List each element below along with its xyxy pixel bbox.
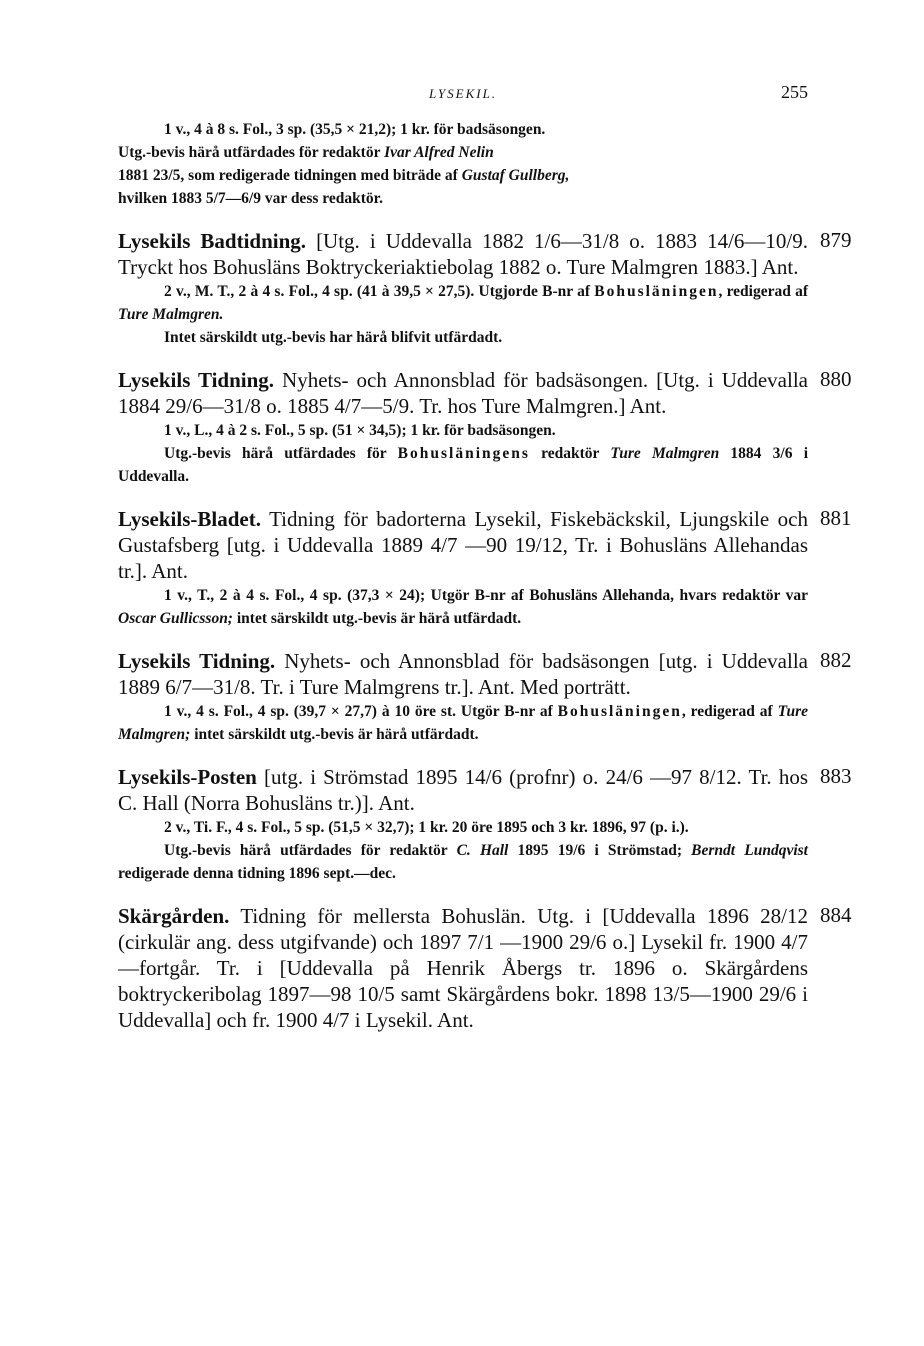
entry-text: [Utg. i Uddevalla 1882 1/6—31/8 o. 1883 14/6—10/9. Tryckt hos Bohusläns Boktryckeriaktiebolag 1882 o. Ture Malmgren 1883.] Ant. — [118, 229, 808, 279]
entry-884 — [118, 903, 852, 1033]
entry-main — [118, 506, 808, 584]
details-text: , redigerad af — [681, 703, 778, 720]
entry-text: Nyhets- och Annonsblad för badsäsongen [utg. i Uddevalla 1889 6/7—31/8. Tr. i Ture Malmgrens tr.]. Ant. Med porträtt. — [118, 649, 808, 699]
page-number: 255 — [781, 82, 808, 102]
entry-title: Lysekils Tidning. — [118, 649, 276, 673]
details-italic: Berndt Lundqvist — [691, 842, 808, 859]
details-text: 1884 3/6 i Uddevalla. — [118, 445, 809, 485]
entry-text: Nyhets- och Annonsblad för badsäsongen. [Utg. i Uddevalla 1884 29/6—31/8 o. 1885 4/7—5/9. Tr. hos Ture Malmgren.] Ant. — [118, 368, 808, 418]
entry-details: 2 v., Ti. F., 4 s. Fol., 5 sp. (51,5 × 32,7); 1 kr. 20 öre 1895 och 3 kr. 1896, 97 (p. i.). — [164, 819, 689, 836]
details-spaced: Bohusläningen — [557, 703, 682, 720]
details-text: 1 v., T., 2 à 4 s. Fol., 4 sp. (37,3 × 24); Utgör B-nr af Bohusläns Allehanda, hvars redaktör var — [164, 587, 808, 604]
intro-line-1: 1 v., 4 à 8 s. Fol., 3 sp. (35,5 × 21,2); 1 kr. för badsäsongen. — [164, 121, 546, 138]
details-text: Utg.-bevis härå utfärdades för — [164, 445, 398, 462]
entry-883 — [118, 764, 852, 885]
intro-line-4: hvilken 1883 5/7—6/9 var dess redaktör. — [118, 190, 383, 207]
details-text: Utg.-bevis härå utfärdades för redaktör — [164, 842, 457, 859]
entry-title: Lysekils-Posten — [118, 765, 257, 789]
running-header — [118, 82, 808, 112]
entry-text: [utg. i Strömstad 1895 14/6 (profnr) o. 24/6 —97 8/12. Tr. hos C. Hall (Norra Bohusläns tr.)]. Ant. — [118, 765, 808, 815]
entry-number: 883 — [820, 764, 852, 788]
entry-number: 884 — [820, 903, 852, 927]
details-text: redigerade denna tidning 1896 sept.—dec. — [118, 865, 396, 882]
entry-number: 880 — [820, 367, 852, 391]
details-spaced: Bohusläningen — [594, 283, 719, 300]
entry-881 — [118, 506, 852, 630]
details-text: 2 v., M. T., 2 à 4 s. Fol., 4 sp. (41 à 39,5 × 27,5). Utgjorde B-nr af — [164, 283, 595, 300]
entry-details — [118, 280, 808, 326]
entry-title: Skärgården. — [118, 904, 230, 928]
intro-line-3 — [118, 164, 808, 187]
details-text: 1 v., 4 s. Fol., 4 sp. (39,7 × 27,7) à 10 öre st. Utgör B-nr af — [164, 703, 558, 720]
entry-main — [118, 228, 808, 280]
entry-number: 879 — [820, 228, 852, 252]
entry-882 — [118, 648, 852, 746]
entry-879 — [118, 228, 852, 349]
entry-title: Lysekils-Bladet. — [118, 507, 261, 531]
entry-details — [118, 584, 808, 630]
details-italic: C. Hall — [456, 842, 509, 859]
entry-number: 882 — [820, 648, 852, 672]
details-spaced: Bohusläningens — [397, 445, 530, 462]
entry-note — [118, 442, 808, 488]
entry-number: 881 — [820, 506, 852, 530]
entry-main — [118, 648, 808, 700]
entry-main — [118, 367, 808, 419]
details-italic: Oscar Gullicsson; — [118, 610, 233, 627]
entry-details — [118, 700, 808, 746]
entry-note: Intet särskildt utg.-bevis har härå blifvit utfärdadt. — [164, 329, 503, 346]
entry-main — [118, 764, 808, 816]
details-text: intet särskildt utg.-bevis är härå utfärdadt. — [232, 610, 522, 627]
intro-text: 1881 23/5, som redigerade tidningen med biträde af — [118, 167, 462, 184]
entry-880 — [118, 367, 852, 488]
editor-name: Gustaf Gullberg, — [461, 167, 570, 184]
intro-block — [118, 118, 808, 210]
details-italic: Ture Malmgren. — [118, 306, 224, 323]
editor-name: Ivar Alfred Nelin — [384, 144, 494, 161]
entry-text: Tidning för mellersta Bohuslän. Utg. i [Uddevalla 1896 28/12 (cirkulär ang. dess utgifvande) och 1897 7/1 —1900 29/6 o.] Lysekil fr. 1900 4/7—fortgår. Tr. i [Uddevalla på Henrik Åbergs tr. 1896 o. Skärgårdens boktryckeribolag 1897—98 10/5 samt Skärgårdens bokr. 1898 13/5—1900 29/6 i Uddevalla] och fr. 1900 4/7 i Lysekil. Ant. — [118, 904, 808, 1032]
entry-details: 1 v., L., 4 à 2 s. Fol., 5 sp. (51 × 34,5); 1 kr. för badsäsongen. — [164, 422, 556, 439]
entry-main — [118, 903, 808, 1033]
entry-note — [118, 839, 808, 885]
details-text: , redigerad af — [718, 283, 809, 300]
intro-line-2 — [118, 141, 808, 164]
details-italic: Ture Malmgren — [610, 445, 720, 462]
details-text: intet särskildt utg.-bevis är härå utfärdadt. — [190, 726, 479, 743]
intro-text: Utg.-bevis härå utfärdades för redaktör — [118, 144, 385, 161]
running-title: LYSEKIL. — [428, 86, 498, 101]
entry-text: Tidning för badorterna Lysekil, Fiskebäckskil, Ljungskile och Gustafsberg [utg. i Uddevalla 1889 4/7 —90 19/12, Tr. i Bohusläns Allehandas tr.]. Ant. — [118, 507, 808, 583]
details-text: redaktör — [529, 445, 611, 462]
entry-title: Lysekils Tidning. — [118, 368, 275, 392]
details-italic: Ture Malmgren; — [118, 703, 808, 743]
details-text: 1895 19/6 i Strömstad; — [508, 842, 692, 859]
document-page — [118, 82, 852, 1051]
entry-title: Lysekils Badtidning. — [118, 229, 307, 253]
